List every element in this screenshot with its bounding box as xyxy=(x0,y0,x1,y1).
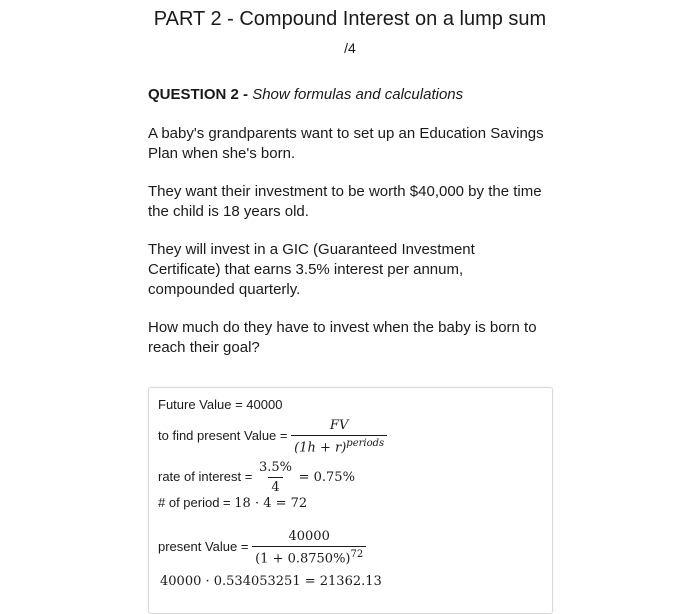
period-expression: 18 · 4 = 72 xyxy=(234,496,308,511)
pv-formula-label: to find present Value = xyxy=(158,428,288,444)
present-value-denominator-base: (1 + 0.8750%) xyxy=(255,551,351,567)
question-label: QUESTION 2 - xyxy=(148,86,253,103)
pv-formula-exponent: periods xyxy=(346,438,385,449)
present-value-exponent: 72 xyxy=(350,549,364,560)
rate-numerator: 3.5% xyxy=(258,460,292,475)
answer-work-box[interactable] xyxy=(148,387,553,614)
rate-denominator: 4 xyxy=(268,477,282,495)
present-value-numerator: 40000 xyxy=(288,529,330,544)
rate-fraction xyxy=(256,460,295,495)
pv-formula-fraction xyxy=(291,418,387,455)
present-value-label: present Value = xyxy=(158,539,249,555)
question-heading xyxy=(148,86,463,103)
question-paragraph-3: They will invest in a GIC (Guaranteed Investment Certificate) that earns 3.5% interest per annum, compounded quarterly. xyxy=(148,241,475,298)
period-label: # of period = xyxy=(158,495,231,510)
pv-formula-denominator-base: (1h + r) xyxy=(294,440,347,456)
final-calculation-line: 40000 · 0.534053251 = 21362.13 xyxy=(160,574,382,589)
pv-formula-numerator: FV xyxy=(329,418,349,433)
present-value-fraction xyxy=(252,529,366,566)
present-value-denominator xyxy=(252,546,366,566)
rate-label: rate of interest = xyxy=(158,468,253,484)
period-line xyxy=(158,495,307,511)
pv-formula-denominator xyxy=(291,435,387,455)
score-label: /4 xyxy=(344,40,356,56)
question-instruction: Show formulas and calculations xyxy=(252,86,464,103)
present-value-formula-line xyxy=(158,418,387,455)
page-title: PART 2 - Compound Interest on a lump sum xyxy=(153,8,547,30)
question-paragraph-2: They want their investment to be worth $40,000 by the time the child is 18 years old. xyxy=(148,183,542,220)
question-paragraph-1: A baby's grandparents want to set up an Education Savings Plan when she's born. xyxy=(148,125,544,162)
question-paragraph-4: How much do they have to invest when the baby is born to reach their goal? xyxy=(148,319,537,356)
future-value-line: Future Value = 40000 xyxy=(158,397,283,412)
rate-result: = 0.75% xyxy=(298,469,355,485)
present-value-line xyxy=(158,529,366,566)
rate-line xyxy=(158,460,355,495)
